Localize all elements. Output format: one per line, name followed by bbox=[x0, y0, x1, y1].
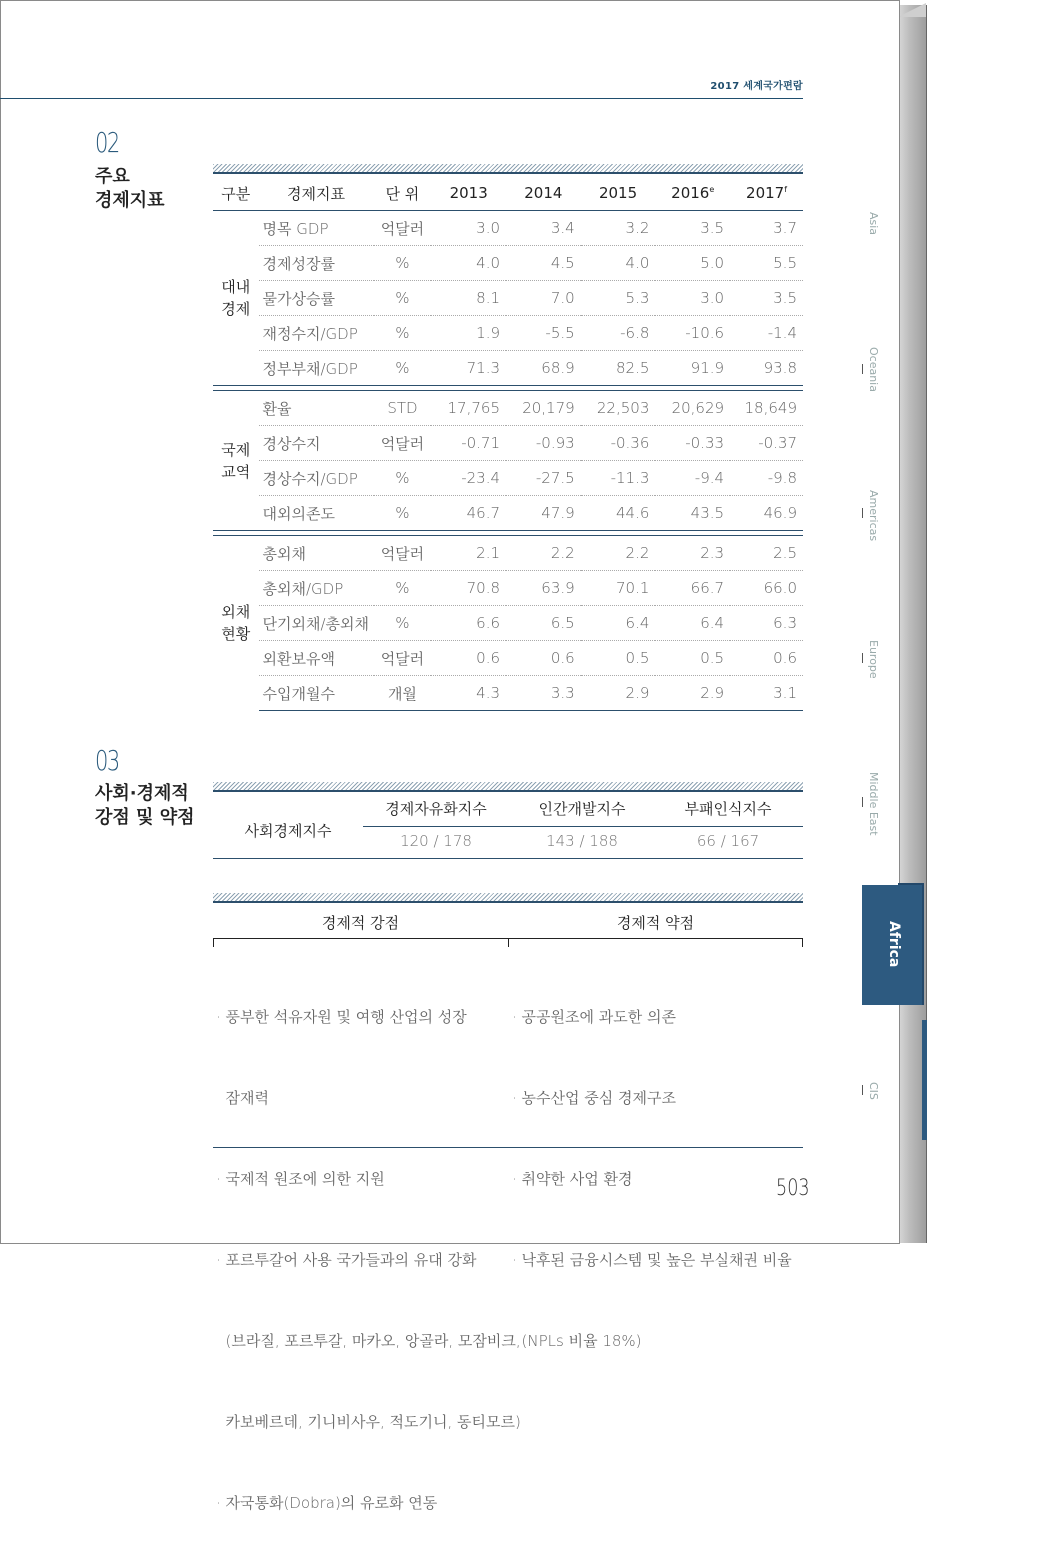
cell-value: 0.6 bbox=[730, 641, 803, 676]
indicator-unit: % bbox=[374, 461, 432, 496]
side-tab-middle-east[interactable]: Middle East bbox=[867, 772, 880, 836]
indicator-name: 대외의존도 bbox=[259, 496, 374, 531]
indicator-name: 수입개월수 bbox=[259, 676, 374, 711]
table-row bbox=[213, 606, 803, 641]
cell-value: 68.9 bbox=[506, 351, 581, 386]
cell-value: 0.6 bbox=[506, 641, 581, 676]
index-name: 부패인식지수 bbox=[684, 800, 772, 818]
cell-value: 20,629 bbox=[655, 391, 730, 426]
side-tab-asia[interactable]: Asia bbox=[867, 212, 880, 236]
weaknesses-heading: 경제적 약점 bbox=[616, 914, 695, 932]
side-tab-cis[interactable]: CIS bbox=[867, 1082, 880, 1100]
indicator-name: 경제성장률 bbox=[259, 246, 374, 281]
cell-value: 63.9 bbox=[506, 571, 581, 606]
cell-value: 44.6 bbox=[581, 496, 656, 531]
cell-value: 0.6 bbox=[431, 641, 506, 676]
table-row bbox=[213, 281, 803, 316]
rule-tick bbox=[802, 938, 803, 947]
cell-value: 3.5 bbox=[730, 281, 803, 316]
cell-value: 4.0 bbox=[431, 246, 506, 281]
column-header: 2016e bbox=[655, 176, 730, 211]
cell-value: -0.33 bbox=[655, 426, 730, 461]
side-tab-oceania[interactable]: Oceania bbox=[867, 347, 880, 392]
indicator-unit: 억달러 bbox=[374, 536, 432, 571]
list-item: · 국제적 원조에 의한 지원 bbox=[216, 1170, 385, 1188]
section-title bbox=[95, 782, 194, 830]
cell-value: 66.0 bbox=[730, 571, 803, 606]
cell-value: 3.1 bbox=[730, 676, 803, 711]
indicator-name: 경상수지 bbox=[259, 426, 374, 461]
cell-value: 0.5 bbox=[655, 641, 730, 676]
tab-tick bbox=[862, 797, 863, 807]
indicator-unit: % bbox=[374, 496, 432, 531]
table-hatch-bar bbox=[213, 893, 803, 903]
indicator-name: 물가상승률 bbox=[259, 281, 374, 316]
cell-value: 1.9 bbox=[431, 316, 506, 351]
cell-value: 43.5 bbox=[655, 496, 730, 531]
strengths-heading: 경제적 강점 bbox=[321, 914, 400, 932]
section-title bbox=[95, 165, 165, 213]
running-header: 2017 세계국가편람 bbox=[710, 81, 803, 92]
table-row bbox=[213, 351, 803, 386]
header-rule bbox=[0, 98, 803, 99]
cell-value: 66.7 bbox=[655, 571, 730, 606]
cell-value: 93.8 bbox=[730, 351, 803, 386]
cell-value: 3.3 bbox=[506, 676, 581, 711]
section-number: 02 bbox=[95, 126, 119, 159]
cell-value: 2.9 bbox=[655, 676, 730, 711]
side-tab-europe[interactable]: Europe bbox=[867, 640, 880, 679]
indicator-name: 정부부채/GDP bbox=[259, 351, 374, 386]
indicator-unit: 억달러 bbox=[374, 211, 432, 246]
cell-value: 46.7 bbox=[431, 496, 506, 531]
cell-value: -9.8 bbox=[730, 461, 803, 496]
cell-value: 2.2 bbox=[506, 536, 581, 571]
cell-value: 70.8 bbox=[431, 571, 506, 606]
tab-tick bbox=[862, 508, 863, 518]
cell-value: 3.4 bbox=[506, 211, 581, 246]
cell-value: 2.1 bbox=[431, 536, 506, 571]
cell-value: 4.5 bbox=[506, 246, 581, 281]
cell-value: -27.5 bbox=[506, 461, 581, 496]
active-tab-edge bbox=[922, 1020, 927, 1140]
column-header: 2015 bbox=[581, 176, 656, 211]
table-row bbox=[213, 641, 803, 676]
cell-value: 3.7 bbox=[730, 211, 803, 246]
cell-value: 82.5 bbox=[581, 351, 656, 386]
indicator-unit: 억달러 bbox=[374, 641, 432, 676]
cell-value: 2.9 bbox=[581, 676, 656, 711]
cell-value: 5.0 bbox=[655, 246, 730, 281]
cell-value: 6.5 bbox=[506, 606, 581, 641]
cell-value: 6.3 bbox=[730, 606, 803, 641]
cell-value: 4.0 bbox=[581, 246, 656, 281]
economic-indicators-table bbox=[213, 176, 803, 711]
list-item: · 낙후된 금융시스템 및 높은 부실채권 비율 bbox=[512, 1251, 792, 1269]
section-title-line2: 강점 및 약점 bbox=[95, 807, 195, 828]
cell-value: 0.5 bbox=[581, 641, 656, 676]
cell-value: 47.9 bbox=[506, 496, 581, 531]
indicator-unit: % bbox=[374, 316, 432, 351]
cell-value: 71.3 bbox=[431, 351, 506, 386]
group-label: 외채 현황 bbox=[221, 603, 251, 644]
indicator-name: 명목 GDP bbox=[259, 211, 374, 246]
indicator-unit: % bbox=[374, 606, 432, 641]
table-row bbox=[213, 496, 803, 531]
column-header: 2013 bbox=[431, 176, 506, 211]
list-item: · 자국통화(Dobra)의 유로화 연동 bbox=[216, 1494, 438, 1512]
indicator-name: 외환보유액 bbox=[259, 641, 374, 676]
cell-value: 4.3 bbox=[431, 676, 506, 711]
side-tab-americas[interactable]: Americas bbox=[867, 490, 880, 542]
index-bottom-rule bbox=[213, 858, 803, 859]
table-row bbox=[213, 676, 803, 711]
section-title-line1: 주요 bbox=[95, 166, 130, 187]
index-name: 인간개발지수 bbox=[538, 800, 626, 818]
cell-value: 22,503 bbox=[581, 391, 656, 426]
indicator-name: 경상수지/GDP bbox=[259, 461, 374, 496]
indicator-name: 총외채 bbox=[259, 536, 374, 571]
cell-value: 6.6 bbox=[431, 606, 506, 641]
index-row-label: 사회경제지수 bbox=[244, 822, 332, 840]
rule-tick bbox=[213, 938, 214, 947]
rule-tick bbox=[508, 938, 509, 947]
tab-tick bbox=[862, 1085, 863, 1095]
strengths-list bbox=[216, 950, 521, 1544]
table-row bbox=[213, 571, 803, 606]
section-title-line1: 사회·경제적 bbox=[95, 783, 189, 804]
list-item: · 공공원조에 과도한 의존 bbox=[512, 1008, 676, 1026]
list-item: · 포르투갈어 사용 국가들과의 유대 강화 bbox=[216, 1251, 477, 1269]
cell-value: -5.5 bbox=[506, 316, 581, 351]
column-header: 단 위 bbox=[374, 176, 432, 211]
side-tab-africa[interactable] bbox=[862, 885, 922, 1005]
list-item: · 취약한 사업 환경 bbox=[512, 1170, 633, 1188]
table-row bbox=[213, 246, 803, 281]
cell-value: -0.36 bbox=[581, 426, 656, 461]
column-header: 구분 bbox=[213, 176, 259, 211]
table-row bbox=[213, 426, 803, 461]
cell-value: -0.37 bbox=[730, 426, 803, 461]
group-label: 대내 경제 bbox=[221, 278, 251, 318]
cell-value: 8.1 bbox=[431, 281, 506, 316]
indicator-name: 단기외채/총외채 bbox=[259, 606, 374, 641]
index-value: 143 / 188 bbox=[546, 832, 618, 850]
cell-value: 5.3 bbox=[581, 281, 656, 316]
table-row bbox=[213, 391, 803, 426]
cell-value: 6.4 bbox=[655, 606, 730, 641]
table-header-row bbox=[213, 176, 803, 211]
list-item: (브라질, 포르투갈, 마카오, 앙골라, 모잠비크, bbox=[216, 1332, 521, 1350]
tab-tick bbox=[862, 653, 863, 663]
indicator-unit: STD bbox=[374, 391, 432, 426]
page-number: 503 bbox=[776, 1176, 810, 1201]
cell-value: 46.9 bbox=[730, 496, 803, 531]
index-value: 120 / 178 bbox=[400, 832, 472, 850]
cell-value: -9.4 bbox=[655, 461, 730, 496]
strengths-weaknesses-bottom-rule bbox=[213, 1147, 803, 1148]
cell-value: 18,649 bbox=[730, 391, 803, 426]
indicator-unit: 개월 bbox=[374, 676, 432, 711]
indicator-unit: % bbox=[374, 571, 432, 606]
group-label: 국제 교역 bbox=[221, 440, 251, 481]
column-header: 경제지표 bbox=[259, 176, 374, 211]
cell-value: 70.1 bbox=[581, 571, 656, 606]
cell-value: 20,179 bbox=[506, 391, 581, 426]
cell-value: 2.2 bbox=[581, 536, 656, 571]
section-number: 03 bbox=[95, 744, 119, 777]
cell-value: 17,765 bbox=[431, 391, 506, 426]
list-item: (NPLs 비율 18%) bbox=[512, 1332, 642, 1350]
cell-value: 3.5 bbox=[655, 211, 730, 246]
cell-value: -10.6 bbox=[655, 316, 730, 351]
cell-value: -6.8 bbox=[581, 316, 656, 351]
indicator-unit: % bbox=[374, 246, 432, 281]
cell-value: 3.0 bbox=[655, 281, 730, 316]
indicator-name: 환율 bbox=[259, 391, 374, 426]
table-row bbox=[213, 316, 803, 351]
indicator-unit: 억달러 bbox=[374, 426, 432, 461]
table-hatch-bar bbox=[213, 164, 803, 174]
cell-value: 2.5 bbox=[730, 536, 803, 571]
cell-value: -0.93 bbox=[506, 426, 581, 461]
table-row bbox=[213, 461, 803, 496]
table-row bbox=[213, 536, 803, 571]
weaknesses-list bbox=[512, 950, 802, 1382]
section-title-line2: 경제지표 bbox=[95, 190, 165, 211]
page-edge-corner bbox=[898, 3, 926, 17]
cell-value: 5.5 bbox=[730, 246, 803, 281]
list-item: 카보베르데, 기니비사우, 적도기니, 동티모르) bbox=[216, 1413, 521, 1431]
indicator-name: 총외채/GDP bbox=[259, 571, 374, 606]
table-row bbox=[213, 211, 803, 246]
indicator-unit: % bbox=[374, 281, 432, 316]
cell-value: 6.4 bbox=[581, 606, 656, 641]
table-hatch-bar bbox=[213, 782, 803, 792]
indicator-name: 재정수지/GDP bbox=[259, 316, 374, 351]
column-header: 2017$^f$ bbox=[730, 176, 803, 211]
cell-value: 91.9 bbox=[655, 351, 730, 386]
index-name: 경제자유화지수 bbox=[385, 800, 487, 818]
list-item: · 농수산업 중심 경제구조 bbox=[512, 1089, 676, 1107]
cell-value: 7.0 bbox=[506, 281, 581, 316]
side-tab-africa-label: Africa bbox=[886, 921, 902, 968]
list-item: · 풍부한 석유자원 및 여행 산업의 성장 bbox=[216, 1008, 467, 1026]
index-value: 66 / 167 bbox=[696, 832, 760, 850]
cell-value: 2.3 bbox=[655, 536, 730, 571]
cell-value: -0.71 bbox=[431, 426, 506, 461]
column-header: 2014 bbox=[506, 176, 581, 211]
indicator-unit: % bbox=[374, 351, 432, 386]
list-item: 잠재력 bbox=[216, 1089, 270, 1107]
cell-value: -23.4 bbox=[431, 461, 506, 496]
cell-value: -1.4 bbox=[730, 316, 803, 351]
tab-tick bbox=[862, 364, 863, 374]
cell-value: -11.3 bbox=[581, 461, 656, 496]
index-divider bbox=[363, 826, 803, 827]
cell-value: 3.0 bbox=[431, 211, 506, 246]
cell-value: 3.2 bbox=[581, 211, 656, 246]
